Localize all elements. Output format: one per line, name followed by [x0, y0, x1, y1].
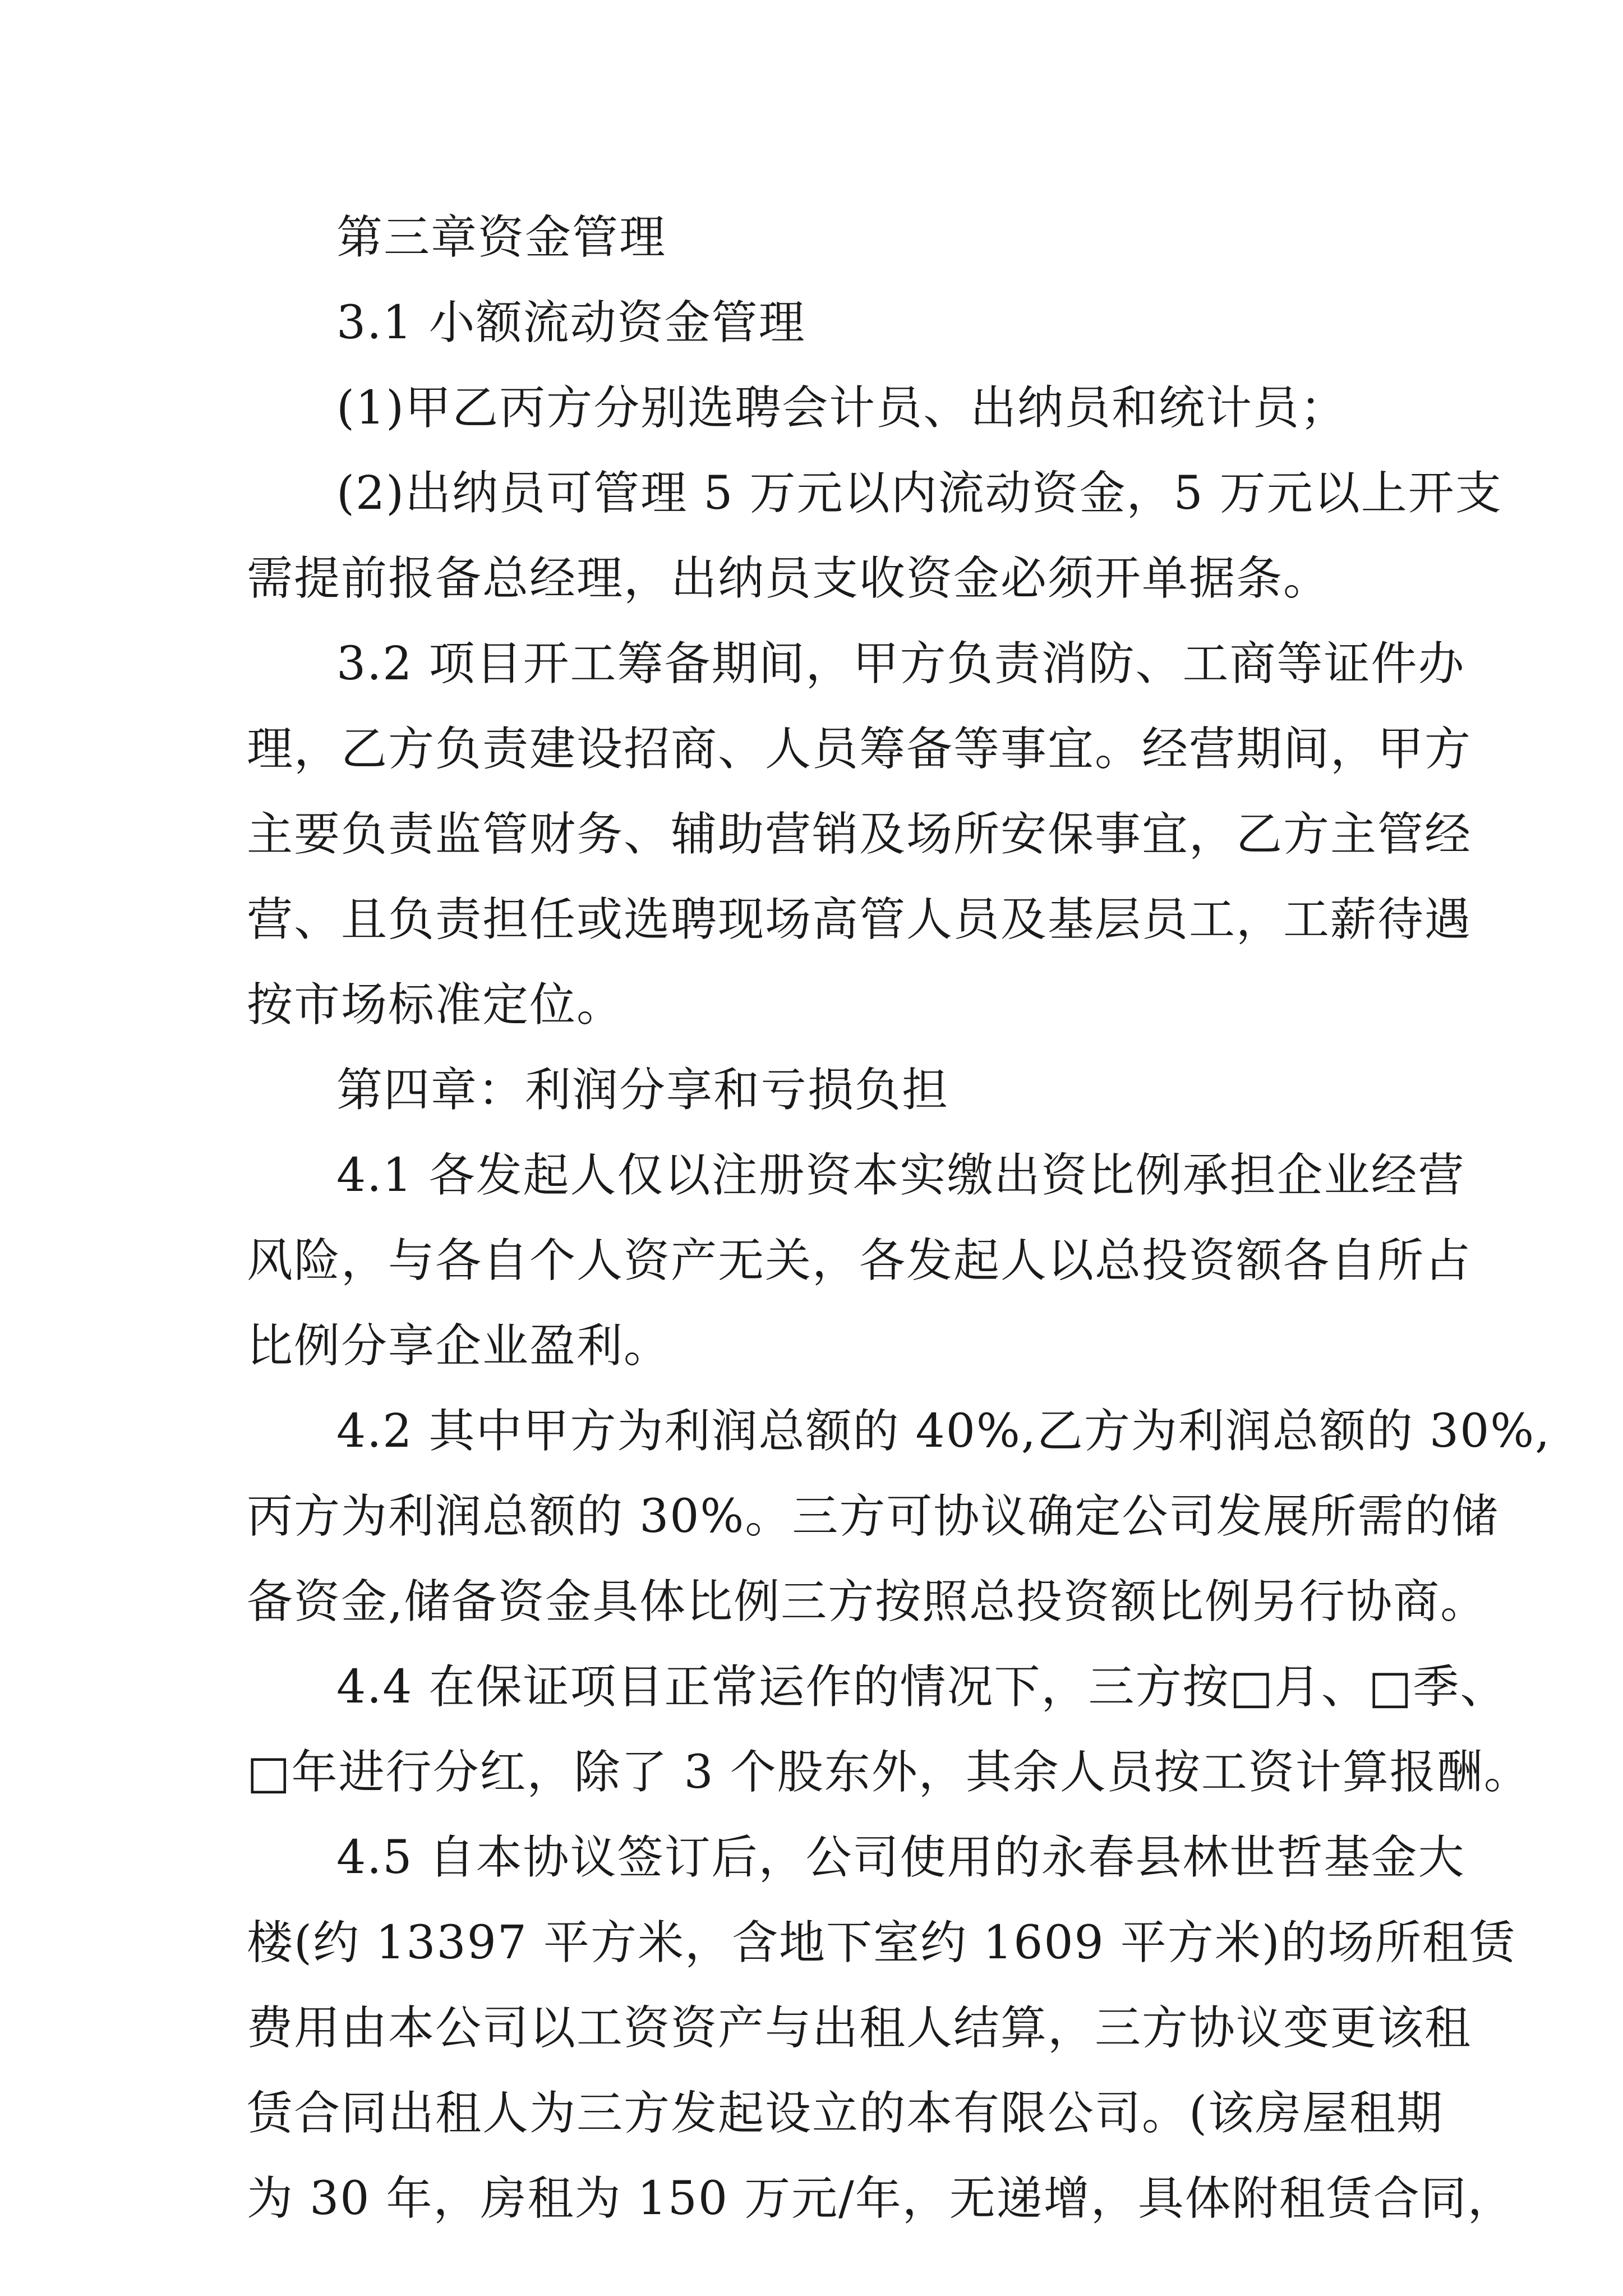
section-3-1-heading: 3.1 小额流动资金管理 — [336, 296, 806, 349]
chapter-3-heading: 第三章资金管理 — [336, 211, 667, 264]
paragraph-line: (1)甲乙丙方分别选聘会计员、出纳员和统计员； — [336, 381, 1348, 435]
paragraph-line: 3.2 项目开工筹备期间，甲方负责消防、工商等证件办 — [336, 637, 1465, 691]
paragraph-line: (2)出纳员可管理 5 万元以内流动资金，5 万元以上开支 — [336, 467, 1502, 520]
paragraph-line: 比例分享企业盈利。 — [247, 1319, 671, 1373]
paragraph-line: 楼(约 13397 平方米，含地下室约 1609 平方米)的场所租赁 — [247, 1916, 1516, 1970]
paragraph-line: 理，乙方负责建设招商、人员筹备等事宜。经营期间，甲方 — [247, 723, 1472, 776]
paragraph-line: 4.1 各发起人仅以注册资本实缴出资比例承担企业经营 — [336, 1149, 1465, 1202]
paragraph-line: 丙方为利润总额的 30%。三方可协议确定公司发展所需的储 — [247, 1490, 1499, 1543]
paragraph-line: 4.5 自本协议签订后，公司使用的永春县林世哲基金大 — [336, 1831, 1465, 1884]
paragraph-line: 费用由本公司以工资资产与出租人结算，三方协议变更该租 — [247, 2001, 1472, 2055]
paragraph-line: 赁合同出租人为三方发起设立的本有限公司。(该房屋租期 — [247, 2087, 1444, 2140]
paragraph-line: 为 30 年，房租为 150 万元/年，无递增，具体附租赁合同， — [247, 2172, 1515, 2225]
paragraph-line: 4.4 在保证项目正常运作的情况下，三方按□月、□季、 — [336, 1660, 1507, 1714]
paragraph-line: □年进行分红，除了 3 个股东外，其余人员按工资计算报酬。 — [247, 1746, 1531, 1799]
paragraph-line: 主要负责监管财务、辅助营销及场所安保事宜，乙方主管经 — [247, 808, 1472, 861]
paragraph-line: 营、且负责担任或选聘现场高管人员及基层员工，工薪待遇 — [247, 893, 1472, 946]
paragraph-line: 风险，与各自个人资产无关，各发起人以总投资额各自所占 — [247, 1234, 1472, 1287]
paragraph-line: 4.2 其中甲方为利润总额的 40%,乙方为利润总额的 30%, — [336, 1405, 1551, 1458]
paragraph-line: 按市场标准定位。 — [247, 978, 624, 1032]
chapter-4-heading: 第四章：利润分享和亏损负担 — [336, 1064, 949, 1117]
paragraph-line: 需提前报备总经理，出纳员支收资金必须开单据条。 — [247, 552, 1331, 605]
paragraph-line: 备资金,储备资金具体比例三方按照总投资额比例另行协商。 — [247, 1575, 1488, 1628]
